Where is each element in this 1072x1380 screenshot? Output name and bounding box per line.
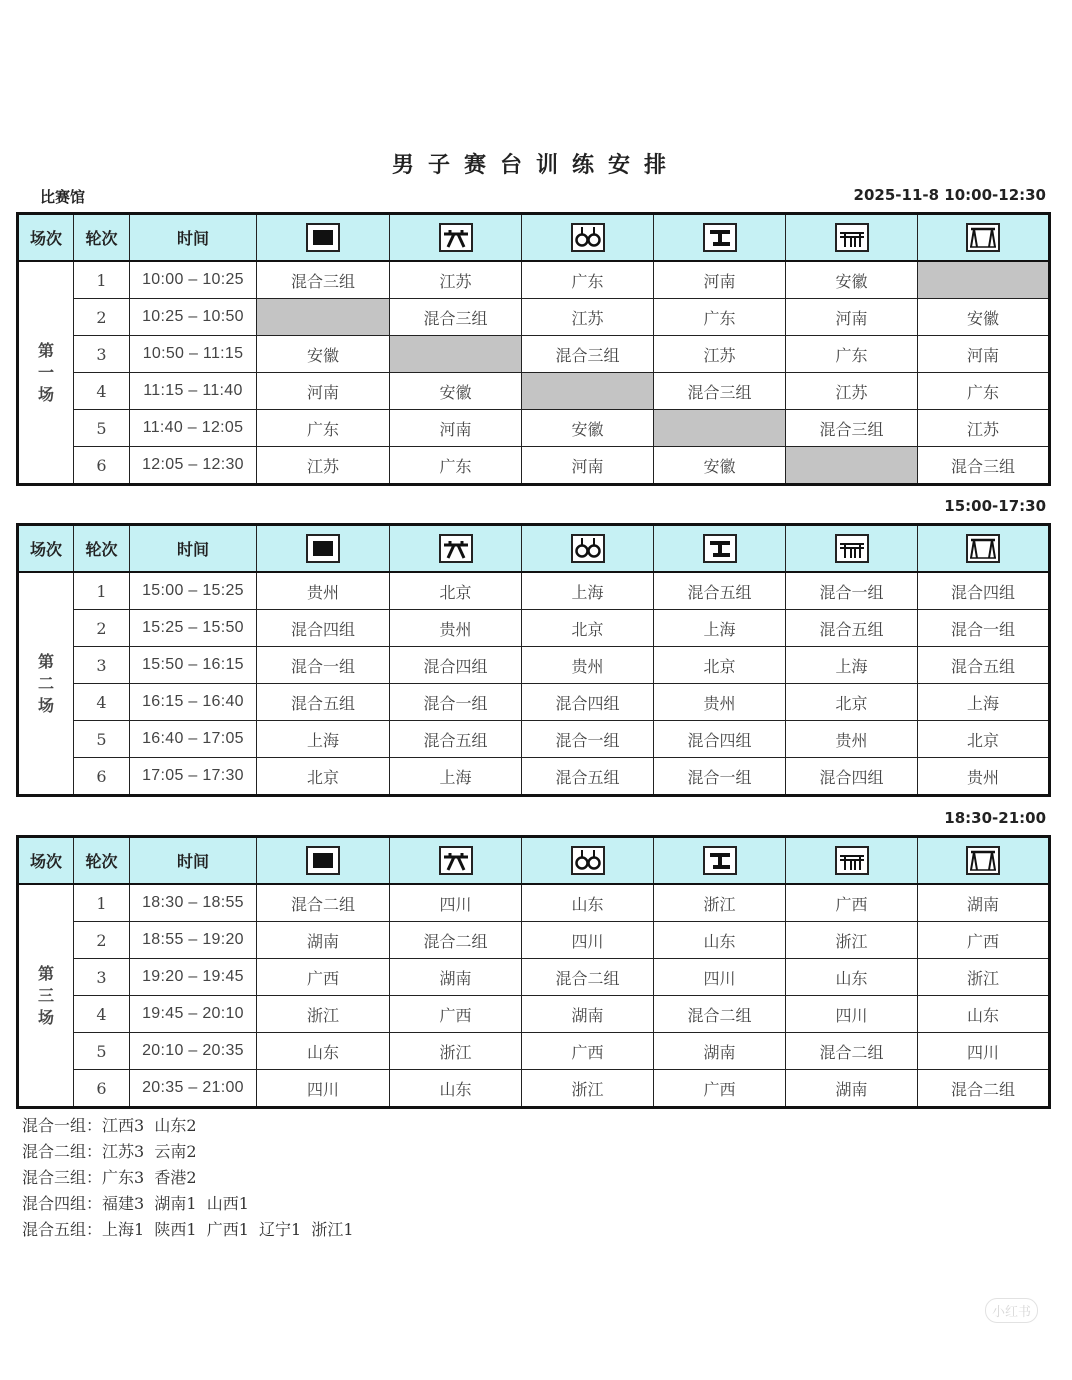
round-number: 6 <box>74 1070 130 1108</box>
team-cell: 河南 <box>257 373 390 410</box>
team-cell: 混合二组 <box>786 1033 918 1070</box>
team-cell: 北京 <box>522 610 654 647</box>
team-cell: 广东 <box>654 299 786 336</box>
session-label-char: 第 <box>37 963 54 983</box>
team-cell: 上海 <box>918 684 1050 721</box>
session-label-char: 第 <box>37 651 54 671</box>
table-row <box>18 684 1050 721</box>
team-cell: 江苏 <box>522 299 654 336</box>
time-slot: 12:05 – 12:30 <box>130 447 257 485</box>
team-cell: 混合四组 <box>786 758 918 796</box>
horizontal-bar-icon <box>966 846 1000 875</box>
table-row <box>18 410 1050 447</box>
round-number: 3 <box>74 959 130 996</box>
header-apparatus <box>257 214 390 262</box>
session-label-char: 场 <box>37 384 54 404</box>
team-cell: 山东 <box>654 922 786 959</box>
team-cell: 河南 <box>786 299 918 336</box>
team-cell: 混合四组 <box>654 721 786 758</box>
team-cell: 混合三组 <box>390 299 522 336</box>
team-cell: 混合四组 <box>918 572 1050 610</box>
team-cell: 贵州 <box>918 758 1050 796</box>
team-cell: 江苏 <box>654 336 786 373</box>
team-cell: 上海 <box>522 572 654 610</box>
team-cell: 广东 <box>786 336 918 373</box>
team-cell: 混合五组 <box>918 647 1050 684</box>
team-cell: 江苏 <box>918 410 1050 447</box>
team-cell: 四川 <box>390 884 522 922</box>
header-round: 轮次 <box>74 214 130 262</box>
round-number: 5 <box>74 410 130 447</box>
floor-icon <box>306 534 340 563</box>
note-line: 混合二组：江苏3 云南2 <box>22 1142 197 1161</box>
team-cell: 安徽 <box>522 410 654 447</box>
rings-icon <box>571 223 605 252</box>
team-cell: 山东 <box>257 1033 390 1070</box>
rest-cell <box>522 373 654 410</box>
round-number: 5 <box>74 721 130 758</box>
team-cell: 贵州 <box>257 572 390 610</box>
team-cell: 混合一组 <box>522 721 654 758</box>
header-apparatus <box>654 525 786 573</box>
table-header-row <box>18 525 1050 573</box>
table-row <box>18 959 1050 996</box>
schedule-table-session-3 <box>16 835 1051 1109</box>
header-apparatus <box>390 525 522 573</box>
pommel-horse-icon <box>439 223 473 252</box>
header-apparatus <box>390 837 522 885</box>
team-cell: 安徽 <box>786 261 918 299</box>
team-cell: 北京 <box>257 758 390 796</box>
team-cell: 广东 <box>522 261 654 299</box>
team-cell: 山东 <box>522 884 654 922</box>
header-time: 时间 <box>130 525 257 573</box>
team-cell: 广西 <box>257 959 390 996</box>
team-cell: 广西 <box>918 922 1050 959</box>
team-cell: 四川 <box>918 1033 1050 1070</box>
header-session: 场次 <box>18 525 74 573</box>
round-number: 3 <box>74 336 130 373</box>
session-label-char: 一 <box>37 362 54 382</box>
table-header-row <box>18 837 1050 885</box>
team-cell: 四川 <box>654 959 786 996</box>
header-session: 场次 <box>18 214 74 262</box>
team-cell: 四川 <box>522 922 654 959</box>
time-slot: 16:40 – 17:05 <box>130 721 257 758</box>
table-row <box>18 721 1050 758</box>
team-cell: 混合五组 <box>257 684 390 721</box>
time-slot: 11:15 – 11:40 <box>130 373 257 410</box>
horizontal-bar-icon <box>966 534 1000 563</box>
page-title: 男子赛台训练安排 <box>391 153 680 178</box>
time-slot: 18:55 – 19:20 <box>130 922 257 959</box>
floor-icon <box>306 846 340 875</box>
team-cell: 混合一组 <box>257 647 390 684</box>
team-cell: 浙江 <box>786 922 918 959</box>
header-apparatus <box>654 214 786 262</box>
rest-cell <box>654 410 786 447</box>
team-cell: 湖南 <box>918 884 1050 922</box>
vault-icon <box>703 846 737 875</box>
table-row <box>18 336 1050 373</box>
team-cell: 混合五组 <box>522 758 654 796</box>
table-row <box>18 758 1050 796</box>
rings-icon <box>571 534 605 563</box>
time-slot: 11:40 – 12:05 <box>130 410 257 447</box>
time-slot: 10:25 – 10:50 <box>130 299 257 336</box>
session-3-time-range: 18:30-21:00 <box>944 809 1046 827</box>
session-1-time-range: 2025-11-8 10:00-12:30 <box>853 186 1046 204</box>
team-cell: 混合三组 <box>918 447 1050 485</box>
round-number: 4 <box>74 373 130 410</box>
team-cell: 混合四组 <box>522 684 654 721</box>
team-cell: 混合二组 <box>522 959 654 996</box>
round-number: 5 <box>74 1033 130 1070</box>
team-cell: 广东 <box>390 447 522 485</box>
team-cell: 混合二组 <box>257 884 390 922</box>
vault-icon <box>703 223 737 252</box>
team-cell: 河南 <box>654 261 786 299</box>
mixed-group-notes <box>22 1113 354 1243</box>
table-row <box>18 261 1050 299</box>
team-cell: 广西 <box>522 1033 654 1070</box>
team-cell: 混合五组 <box>786 610 918 647</box>
table-row <box>18 299 1050 336</box>
team-cell: 混合四组 <box>390 647 522 684</box>
header-apparatus <box>786 214 918 262</box>
team-cell: 北京 <box>786 684 918 721</box>
time-slot: 10:50 – 11:15 <box>130 336 257 373</box>
team-cell: 安徽 <box>257 336 390 373</box>
parallel-bars-icon <box>835 846 869 875</box>
team-cell: 广东 <box>918 373 1050 410</box>
session-label <box>18 261 74 485</box>
time-slot: 20:35 – 21:00 <box>130 1070 257 1108</box>
table-row <box>18 647 1050 684</box>
team-cell: 广西 <box>390 996 522 1033</box>
team-cell: 四川 <box>257 1070 390 1108</box>
venue-label: 比赛馆 <box>40 188 86 206</box>
table-row <box>18 1070 1050 1108</box>
team-cell: 湖南 <box>522 996 654 1033</box>
team-cell: 上海 <box>786 647 918 684</box>
round-number: 1 <box>74 884 130 922</box>
team-cell: 湖南 <box>390 959 522 996</box>
team-cell: 四川 <box>786 996 918 1033</box>
parallel-bars-icon <box>835 534 869 563</box>
pommel-horse-icon <box>439 846 473 875</box>
session-label-char: 场 <box>37 1007 54 1027</box>
team-cell: 湖南 <box>257 922 390 959</box>
team-cell: 贵州 <box>390 610 522 647</box>
time-slot: 18:30 – 18:55 <box>130 884 257 922</box>
team-cell: 混合二组 <box>918 1070 1050 1108</box>
table-row <box>18 884 1050 922</box>
team-cell: 上海 <box>257 721 390 758</box>
header-apparatus <box>257 837 390 885</box>
table-row <box>18 922 1050 959</box>
time-slot: 20:10 – 20:35 <box>130 1033 257 1070</box>
table-row <box>18 572 1050 610</box>
header-apparatus <box>654 837 786 885</box>
team-cell: 河南 <box>918 336 1050 373</box>
team-cell: 广西 <box>786 884 918 922</box>
note-line: 混合五组：上海1 陕西1 广西1 辽宁1 浙江1 <box>22 1220 354 1239</box>
header-apparatus <box>918 837 1050 885</box>
round-number: 2 <box>74 299 130 336</box>
team-cell: 山东 <box>786 959 918 996</box>
team-cell: 混合三组 <box>522 336 654 373</box>
watermark: 小红书 <box>985 1298 1038 1323</box>
team-cell: 贵州 <box>522 647 654 684</box>
team-cell: 混合五组 <box>390 721 522 758</box>
session-label-char: 场 <box>37 695 54 715</box>
parallel-bars-icon <box>835 223 869 252</box>
time-slot: 19:45 – 20:10 <box>130 996 257 1033</box>
round-number: 4 <box>74 996 130 1033</box>
team-cell: 北京 <box>918 721 1050 758</box>
time-slot: 10:00 – 10:25 <box>130 261 257 299</box>
round-number: 6 <box>74 758 130 796</box>
team-cell: 江苏 <box>786 373 918 410</box>
round-number: 4 <box>74 684 130 721</box>
header-apparatus <box>918 214 1050 262</box>
team-cell: 浙江 <box>918 959 1050 996</box>
team-cell: 混合四组 <box>257 610 390 647</box>
team-cell: 混合三组 <box>654 373 786 410</box>
team-cell: 广东 <box>257 410 390 447</box>
team-cell: 混合三组 <box>786 410 918 447</box>
session-label <box>18 884 74 1108</box>
table-row <box>18 996 1050 1033</box>
time-slot: 15:25 – 15:50 <box>130 610 257 647</box>
schedule-table-session-2 <box>16 523 1051 797</box>
time-slot: 15:50 – 16:15 <box>130 647 257 684</box>
team-cell: 贵州 <box>654 684 786 721</box>
team-cell: 贵州 <box>786 721 918 758</box>
header-apparatus <box>522 214 654 262</box>
team-cell: 混合一组 <box>654 758 786 796</box>
schedule-table-session-1 <box>16 212 1051 486</box>
note-line: 混合一组：江西3 山东2 <box>22 1116 197 1135</box>
header-round: 轮次 <box>74 525 130 573</box>
note-line: 混合四组：福建3 湖南1 山西1 <box>22 1194 249 1213</box>
team-cell: 浙江 <box>522 1070 654 1108</box>
round-number: 6 <box>74 447 130 485</box>
header-apparatus <box>522 525 654 573</box>
team-cell: 江苏 <box>257 447 390 485</box>
team-cell: 河南 <box>522 447 654 485</box>
horizontal-bar-icon <box>966 223 1000 252</box>
rest-cell <box>918 261 1050 299</box>
vault-icon <box>703 534 737 563</box>
team-cell: 安徽 <box>390 373 522 410</box>
table-row <box>18 373 1050 410</box>
session-label <box>18 572 74 796</box>
team-cell: 上海 <box>390 758 522 796</box>
table-row <box>18 1033 1050 1070</box>
team-cell: 安徽 <box>654 447 786 485</box>
team-cell: 浙江 <box>390 1033 522 1070</box>
floor-icon <box>306 223 340 252</box>
session-label-char: 三 <box>37 985 54 1005</box>
team-cell: 混合五组 <box>654 572 786 610</box>
rest-cell <box>257 299 390 336</box>
time-slot: 15:00 – 15:25 <box>130 572 257 610</box>
table-header-row <box>18 214 1050 262</box>
header-apparatus <box>786 837 918 885</box>
team-cell: 湖南 <box>654 1033 786 1070</box>
round-number: 2 <box>74 610 130 647</box>
team-cell: 浙江 <box>257 996 390 1033</box>
team-cell: 江苏 <box>390 261 522 299</box>
team-cell: 混合三组 <box>257 261 390 299</box>
note-line: 混合三组：广东3 香港2 <box>22 1168 197 1187</box>
header-time: 时间 <box>130 214 257 262</box>
header-apparatus <box>257 525 390 573</box>
session-2-time-range: 15:00-17:30 <box>944 497 1046 515</box>
rest-cell <box>390 336 522 373</box>
table-row <box>18 610 1050 647</box>
team-cell: 混合二组 <box>390 922 522 959</box>
rings-icon <box>571 846 605 875</box>
session-label-char: 二 <box>37 673 54 693</box>
round-number: 2 <box>74 922 130 959</box>
session-label-char: 第 <box>37 340 54 360</box>
team-cell: 浙江 <box>654 884 786 922</box>
header-apparatus <box>390 214 522 262</box>
pommel-horse-icon <box>439 534 473 563</box>
rest-cell <box>786 447 918 485</box>
team-cell: 山东 <box>918 996 1050 1033</box>
header-apparatus <box>522 837 654 885</box>
round-number: 1 <box>74 572 130 610</box>
team-cell: 混合二组 <box>654 996 786 1033</box>
round-number: 1 <box>74 261 130 299</box>
header-apparatus <box>918 525 1050 573</box>
team-cell: 混合一组 <box>390 684 522 721</box>
team-cell: 广西 <box>654 1070 786 1108</box>
team-cell: 北京 <box>390 572 522 610</box>
time-slot: 19:20 – 19:45 <box>130 959 257 996</box>
round-number: 3 <box>74 647 130 684</box>
header-round: 轮次 <box>74 837 130 885</box>
team-cell: 河南 <box>390 410 522 447</box>
header-session: 场次 <box>18 837 74 885</box>
team-cell: 安徽 <box>918 299 1050 336</box>
table-row <box>18 447 1050 485</box>
time-slot: 16:15 – 16:40 <box>130 684 257 721</box>
team-cell: 上海 <box>654 610 786 647</box>
header-apparatus <box>786 525 918 573</box>
team-cell: 湖南 <box>786 1070 918 1108</box>
header-time: 时间 <box>130 837 257 885</box>
team-cell: 北京 <box>654 647 786 684</box>
team-cell: 山东 <box>390 1070 522 1108</box>
time-slot: 17:05 – 17:30 <box>130 758 257 796</box>
team-cell: 混合一组 <box>918 610 1050 647</box>
team-cell: 混合一组 <box>786 572 918 610</box>
